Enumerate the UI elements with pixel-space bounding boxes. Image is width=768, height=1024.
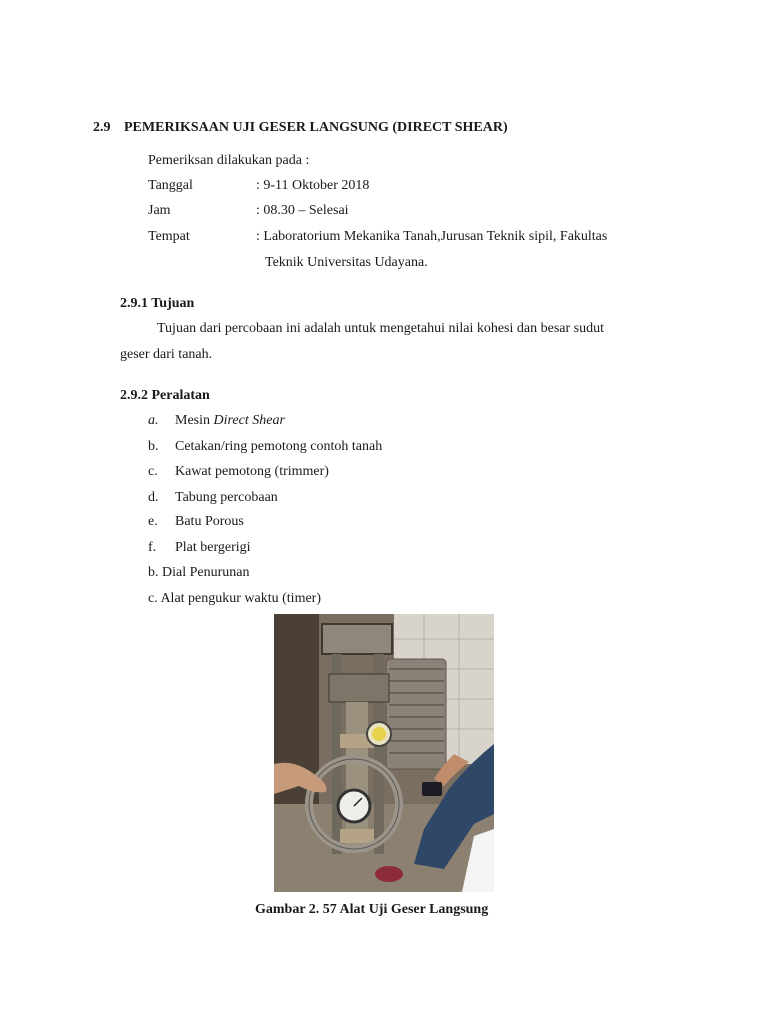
list-marker: a. bbox=[148, 413, 159, 428]
info-label-jam: Jam bbox=[148, 203, 171, 218]
peralatan-heading: 2.9.2 Peralatan bbox=[120, 388, 210, 403]
tujuan-paragraph-line1: Tujuan dari percobaan ini adalah untuk mengetahui nilai kohesi dan besar sudut bbox=[157, 321, 604, 336]
list-marker: e. bbox=[148, 514, 158, 529]
section-number: 2.9 bbox=[93, 120, 111, 135]
list-marker: c. bbox=[148, 464, 158, 479]
list-marker: d. bbox=[148, 490, 159, 505]
list-item-plat-bergerigi: Plat bergerigi bbox=[175, 540, 251, 555]
tujuan-paragraph-line2: geser dari tanah. bbox=[120, 347, 213, 362]
list-item-timer: c. Alat pengukur waktu (timer) bbox=[148, 591, 322, 606]
info-label-tanggal: Tanggal bbox=[148, 178, 193, 193]
info-value-tempat: : Laboratorium Mekanika Tanah,Jurusan Teknik sipil, Fakultas bbox=[256, 229, 608, 244]
list-item-cetakan: Cetakan/ring pemotong contoh tanah bbox=[175, 439, 383, 454]
info-value-jam: : 08.30 – Selesai bbox=[256, 203, 349, 218]
direct-shear-machine-photo bbox=[274, 614, 494, 892]
info-intro: Pemeriksan dilakukan pada : bbox=[148, 153, 310, 168]
section-title: PEMERIKSAAN UJI GESER LANGSUNG (DIRECT SHEAR) bbox=[124, 120, 508, 135]
tujuan-heading: 2.9.1 Tujuan bbox=[120, 296, 195, 311]
list-item-mesin-direct-shear: Mesin Direct Shear bbox=[175, 413, 285, 428]
list-item-tabung-percobaan: Tabung percobaan bbox=[175, 490, 278, 505]
info-value-tanggal: : 9-11 Oktober 2018 bbox=[256, 178, 370, 193]
info-value-tempat-continuation: Teknik Universitas Udayana. bbox=[265, 255, 428, 270]
list-item-dial-penurunan: b. Dial Penurunan bbox=[148, 565, 250, 580]
figure-caption: Gambar 2. 57 Alat Uji Geser Langsung bbox=[255, 902, 489, 917]
list-marker: f. bbox=[148, 540, 157, 555]
list-item-batu-porous: Batu Porous bbox=[175, 514, 244, 529]
list-marker: b. bbox=[148, 439, 159, 454]
list-item-kawat-pemotong: Kawat pemotong (trimmer) bbox=[175, 464, 329, 479]
info-label-tempat: Tempat bbox=[148, 229, 190, 244]
